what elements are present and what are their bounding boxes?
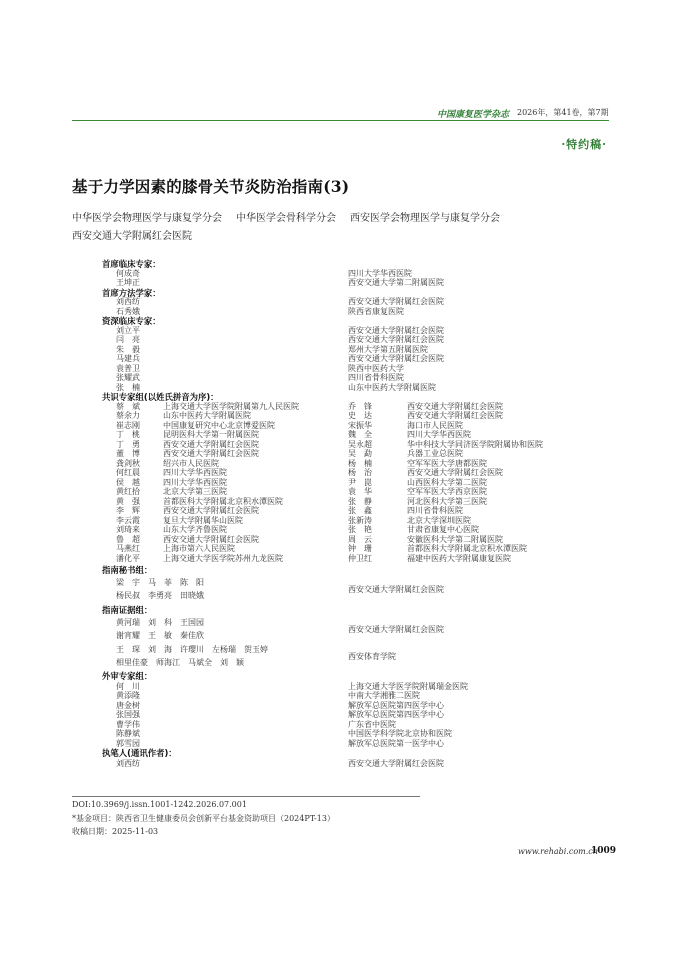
expert-name: 刘立平 — [116, 325, 140, 335]
section-heading: 执笔人(通讯作者)： — [102, 748, 177, 758]
expert-name: 朱 毅 — [116, 344, 140, 354]
expert-institution: 空军军医大学西京医院 — [407, 487, 487, 496]
page-number: 1009 — [591, 846, 617, 856]
expert-institution: 西安体育学院 — [348, 652, 396, 661]
doi: DOI:10.3969/j.issn.1001-1242.2026.07.001 — [72, 800, 247, 809]
expert-name: 张新涛 — [348, 515, 372, 525]
expert-institution: 西安交通大学附属红会医院 — [348, 297, 444, 306]
expert-institution: 西安交通大学附属红会医院 — [163, 439, 259, 449]
expert-name: 袁 华 — [348, 487, 372, 496]
expert-institution: 上海市第六人民医院 — [163, 544, 235, 553]
expert-name: 袁普卫 — [116, 363, 140, 373]
expert-name: 仲卫红 — [348, 553, 372, 563]
expert-name: 曹学伟 — [116, 719, 140, 729]
expert-institution: 中南大学湘雅二医院 — [348, 691, 420, 700]
expert-name: 张耀武 — [116, 373, 140, 382]
section-heading: 共识专家组(以姓氏拼音为序)： — [102, 392, 219, 402]
expert-institution: 上海交通大学医学院附属瑞金医院 — [348, 681, 468, 691]
expert-institution: 上海交通大学医学院附属第九人民医院 — [163, 401, 299, 411]
expert-institution: 山东中医药大学附属医院 — [348, 382, 436, 392]
expert-institution: 西安交通大学附属红会医院 — [163, 534, 259, 544]
expert-name: 潘化平 — [116, 553, 140, 563]
expert-name: 王坤正 — [116, 278, 140, 287]
expert-institution: 绍兴市人民医院 — [163, 458, 219, 468]
expert-name: 鲁 超 — [116, 534, 140, 544]
author-org: 中华医学会物理医学与康复学分会 — [72, 213, 222, 224]
expert-name: 黄添隆 — [116, 691, 140, 700]
expert-institution: 广东省中医院 — [348, 719, 396, 729]
expert-institution: 海口市人民医院 — [407, 420, 463, 430]
section-heading: 指南秘书组： — [102, 565, 153, 575]
expert-name: 黄 强 — [116, 496, 140, 506]
expert-name: 李 辉 — [116, 506, 140, 515]
expert-institution: 西安交通大学附属红会医院 — [348, 625, 444, 634]
expert-names-line: 梁 宇 马 菲 陈 阳 — [116, 578, 204, 587]
expert-institution: 解放军总医院第一医学中心 — [348, 738, 444, 748]
expert-name: 钟 珊 — [348, 544, 372, 553]
expert-institution: 空军军医大学唐都医院 — [407, 458, 487, 468]
fund-note: *基金项目：陕西省卫生健康委员会创新平台基金资助项目（2024PT-13） — [72, 814, 335, 823]
expert-names-line: 谢宵耀 王 敏 秦佳欣 — [116, 631, 204, 640]
expert-institution: 西安交通大学附属红会医院 — [163, 506, 259, 515]
expert-institution: 中国医学科学院北京协和医院 — [348, 729, 452, 738]
expert-institution: 西安交通大学附属红会医院 — [348, 585, 444, 594]
expert-name: 史 达 — [348, 411, 372, 420]
expert-institution: 复旦大学附属华山医院 — [163, 515, 243, 525]
expert-name: 丁 桃 — [116, 430, 140, 439]
expert-name: 杨 治 — [348, 468, 372, 477]
received-date: 收稿日期：2025-11-03 — [72, 827, 159, 836]
section-heading: 外审专家组： — [102, 671, 153, 681]
expert-name: 黄红拾 — [116, 487, 140, 496]
expert-name: 董 博 — [116, 449, 140, 458]
expert-institution: 陕西中医药大学 — [348, 363, 404, 373]
expert-institution: 西安交通大学附属红会医院 — [407, 411, 503, 420]
expert-name: 宋振华 — [348, 420, 372, 430]
expert-name: 尹 崑 — [348, 477, 372, 487]
expert-institution: 华中科技大学同济医学院附属协和医院 — [407, 439, 543, 449]
section-heading: 资深临床专家： — [102, 316, 161, 326]
expert-name: 周 云 — [348, 534, 372, 544]
expert-name: 闫 亮 — [116, 335, 140, 344]
expert-name: 唐金树 — [116, 700, 140, 710]
expert-institution: 山东中医药大学附属医院 — [163, 411, 251, 420]
expert-institution: 解放军总医院第四医学中心 — [348, 710, 444, 719]
section-heading: 指南证据组： — [102, 605, 153, 615]
article-title: 基于力学因素的膝骨关节炎防治指南(3) — [72, 177, 350, 196]
expert-institution: 陕西省康复医院 — [348, 306, 404, 316]
expert-institution: 中国康复研究中心北京博爱医院 — [163, 420, 275, 430]
expert-institution: 河北医科大学第三医院 — [407, 496, 487, 506]
section-heading: 首席临床专家： — [102, 259, 161, 269]
expert-name: 张 静 — [348, 496, 372, 506]
expert-institution: 西安交通大学附属红会医院 — [348, 335, 444, 344]
author-organizations — [72, 210, 612, 246]
expert-name: 马建兵 — [116, 354, 140, 363]
expert-institution: 四川大学华西医院 — [163, 477, 227, 487]
expert-institution: 西安交通大学附属红会医院 — [407, 401, 503, 411]
expert-name: 张 艳 — [348, 525, 372, 534]
expert-institution: 山西医科大学第二医院 — [407, 477, 487, 487]
expert-name: 崔志刚 — [116, 420, 140, 430]
expert-institution: 安徽医科大学第二附属医院 — [407, 534, 503, 544]
expert-names-line: 王 琛 刘 海 许璎川 左杨瑞 贺玉婷 — [116, 645, 268, 654]
expert-name: 乔 锋 — [348, 401, 372, 411]
author-org: 中华医学会骨科学分会 — [236, 213, 336, 224]
expert-name: 侯 越 — [116, 477, 140, 487]
expert-name: 蔡 斌 — [116, 401, 140, 411]
expert-institution: 首都医科大学附属北京积水潭医院 — [407, 544, 527, 553]
expert-name: 吴 勐 — [348, 449, 372, 458]
expert-institution: 四川大学华西医院 — [163, 468, 227, 477]
expert-name: 张国强 — [116, 710, 140, 719]
expert-institution: 福建中医药大学附属康复医院 — [407, 553, 511, 563]
expert-name: 张 楠 — [116, 382, 140, 392]
expert-name: 龚剑秋 — [116, 458, 140, 468]
expert-institution: 西安交通大学第二附属医院 — [348, 278, 444, 287]
expert-institution: 四川省骨科医院 — [407, 506, 463, 515]
expert-name: 刘西纺 — [116, 758, 140, 768]
expert-institution: 郑州大学第五附属医院 — [348, 344, 428, 354]
expert-institution: 西安交通大学附属红会医院 — [407, 468, 503, 477]
expert-institution: 西安交通大学附属红会医院 — [163, 449, 259, 458]
expert-name: 张 鑫 — [348, 506, 372, 515]
expert-name: 丁 勇 — [116, 439, 140, 449]
expert-institution: 兵器工业总医院 — [407, 449, 463, 458]
expert-name: 刘琦来 — [116, 525, 140, 534]
column-tag: ·特约稿· — [561, 138, 607, 151]
expert-institution: 西安交通大学附属红会医院 — [348, 758, 444, 768]
journal-url: www.rehabi.com.cn — [518, 847, 598, 856]
expert-name: 何成奇 — [116, 268, 140, 278]
expert-institution: 山东大学齐鲁医院 — [163, 525, 227, 534]
expert-institution: 上海交通大学医学院苏州九龙医院 — [163, 553, 283, 563]
header-rule — [72, 120, 609, 121]
expert-institution: 甘肃省康复中心医院 — [407, 525, 479, 534]
footnote-rule — [72, 796, 420, 797]
expert-name: 魏 全 — [348, 430, 372, 439]
expert-institution: 西安交通大学附属红会医院 — [348, 354, 444, 363]
section-heading: 首席方法学家： — [102, 287, 161, 298]
expert-name: 石秀娥 — [116, 306, 140, 316]
author-org: 西安医学会物理医学与康复学分会 — [350, 213, 500, 224]
expert-name: 何 川 — [116, 681, 140, 691]
expert-names-line: 相里佳豪 师海江 马斌全 刘 颖 — [116, 658, 244, 667]
expert-institution: 昆明医科大学第一附属医院 — [163, 430, 259, 439]
author-org: 西安交通大学附属红会医院 — [72, 231, 192, 242]
expert-institution: 解放军总医院第四医学中心 — [348, 700, 444, 710]
expert-institution: 首都医科大学附属北京积水潭医院 — [163, 496, 283, 506]
expert-institution: 四川省骨科医院 — [348, 373, 404, 382]
expert-name: 蔡余力 — [116, 411, 140, 420]
expert-name: 何红晨 — [116, 468, 140, 477]
expert-institution: 四川大学华西医院 — [348, 268, 412, 278]
expert-name: 陈静斌 — [116, 729, 140, 738]
journal-name: 中国康复医学杂志 — [437, 110, 510, 120]
expert-name: 吴永超 — [348, 439, 372, 449]
expert-institution: 北京大学深圳医院 — [407, 515, 471, 525]
expert-institution: 西安交通大学附属红会医院 — [348, 325, 444, 335]
expert-name: 郭雪园 — [116, 738, 140, 748]
expert-name: 李云霞 — [116, 515, 140, 525]
expert-names-line: 杨民叔 李勇亮 田晓娥 — [116, 591, 204, 600]
issue-info: 2026年，第41卷，第7期 — [517, 108, 609, 117]
expert-institution: 北京大学第三医院 — [163, 487, 227, 496]
expert-name: 刘西纺 — [116, 297, 140, 306]
expert-institution: 四川大学华西医院 — [407, 430, 471, 439]
expert-name: 马燕红 — [116, 544, 140, 553]
expert-names-line: 黄河瑞 刘 科 王国园 — [116, 618, 204, 627]
expert-name: 杨 楠 — [348, 458, 372, 468]
